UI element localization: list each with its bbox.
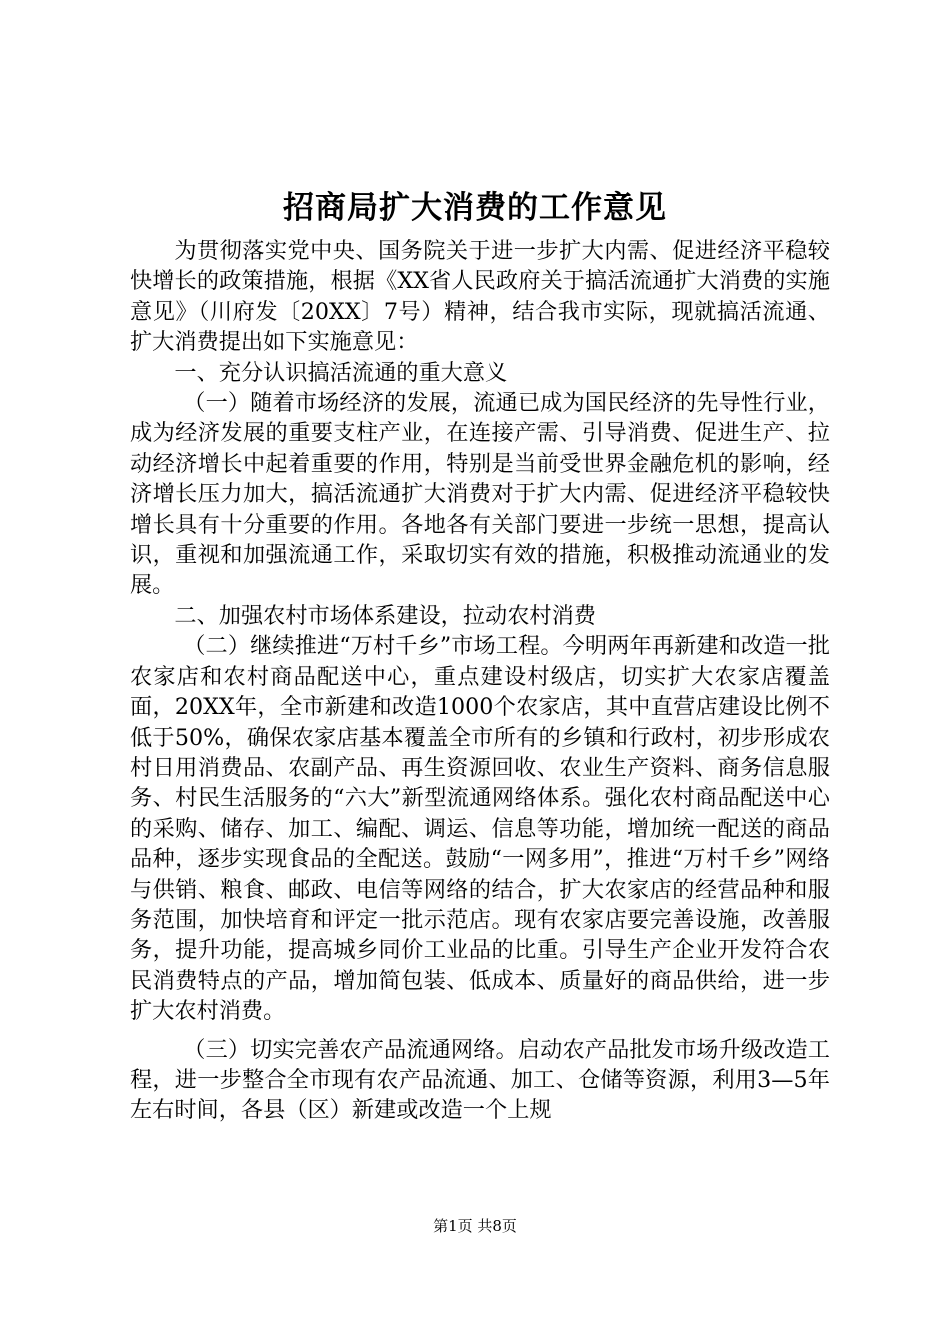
section-heading-2: 二、加强农村市场体系建设，拉动农村消费 xyxy=(174,602,596,629)
paragraph-item-2: （二）继续推进“万村千乡”市场工程。今明两年再新建和改造一批农家店和农村商品配送中心，重点建设村级店，切实扩大农家店覆盖面，20XX年，全市新建和改造1000个农家店，其中直营店建设比例不低于50%，确保农家店基本覆盖全市所有的乡镇和行政村，初步形成农村日用消费品、农副产品、再生资源回收、农业生产资料、商务信息服务、村民生活服务的“六大”新型流通网络体系。强化农村商品配送中心的采购、储存、加工、编配、调运、信息等功能，增加统一配送的商品品种，逐步实现食品的全配送。鼓励“一网多用”，推进“万村千乡”网络与供销、粮食、邮政、电信等网络的结合，扩大农家店的经营品种和服务范围，加快培育和评定一批示范店。现有农家店要完善设施，改善服务，提升功能，提高城乡同价工业品的比重。引导生产企业开发符合农民消费特点的产品，增加简包装、低成本、质量好的商品供给，进一步扩大农村消费。 xyxy=(130,633,830,1025)
paragraph-item-1: （一）随着市场经济的发展，流通已成为国民经济的先导性行业，成为经济发展的重要支柱产业，在连接产需、引导消费、促进生产、拉动经济增长中起着重要的作用，特别是当前受世界金融危机的影响，经济增长压力加大，搞活流通扩大消费对于扩大内需、促进经济平稳较快增长具有十分重要的作用。各地各有关部门要进一步统一思想，提高认识，重视和加强流通工作，采取切实有效的措施，积极推动流通业的发展。 xyxy=(130,390,830,599)
document-body xyxy=(130,236,830,1126)
intro-paragraph: 为贯彻落实党中央、国务院关于进一步扩大内需、促进经济平稳较快增长的政策措施，根据《XX省人民政府关于搞活流通扩大消费的实施意见》（川府发〔20XX〕7号）精神，结合我市实际，现就搞活流通、扩大消费提出如下实施意见： xyxy=(130,238,830,356)
document-title: 招商局扩大消费的工作意见 xyxy=(283,190,667,226)
page-number-footer: 第1页 共8页 xyxy=(433,1217,517,1235)
section-heading-1: 一、充分认识搞活流通的重大意义 xyxy=(174,359,508,386)
paragraph-item-3: （三）切实完善农产品流通网络。启动农产品批发市场升级改造工程，进一步整合全市现有农产品流通、加工、仓储等资源，利用3—5年左右时间，各县（区）新建或改造一个上规 xyxy=(130,1036,830,1124)
